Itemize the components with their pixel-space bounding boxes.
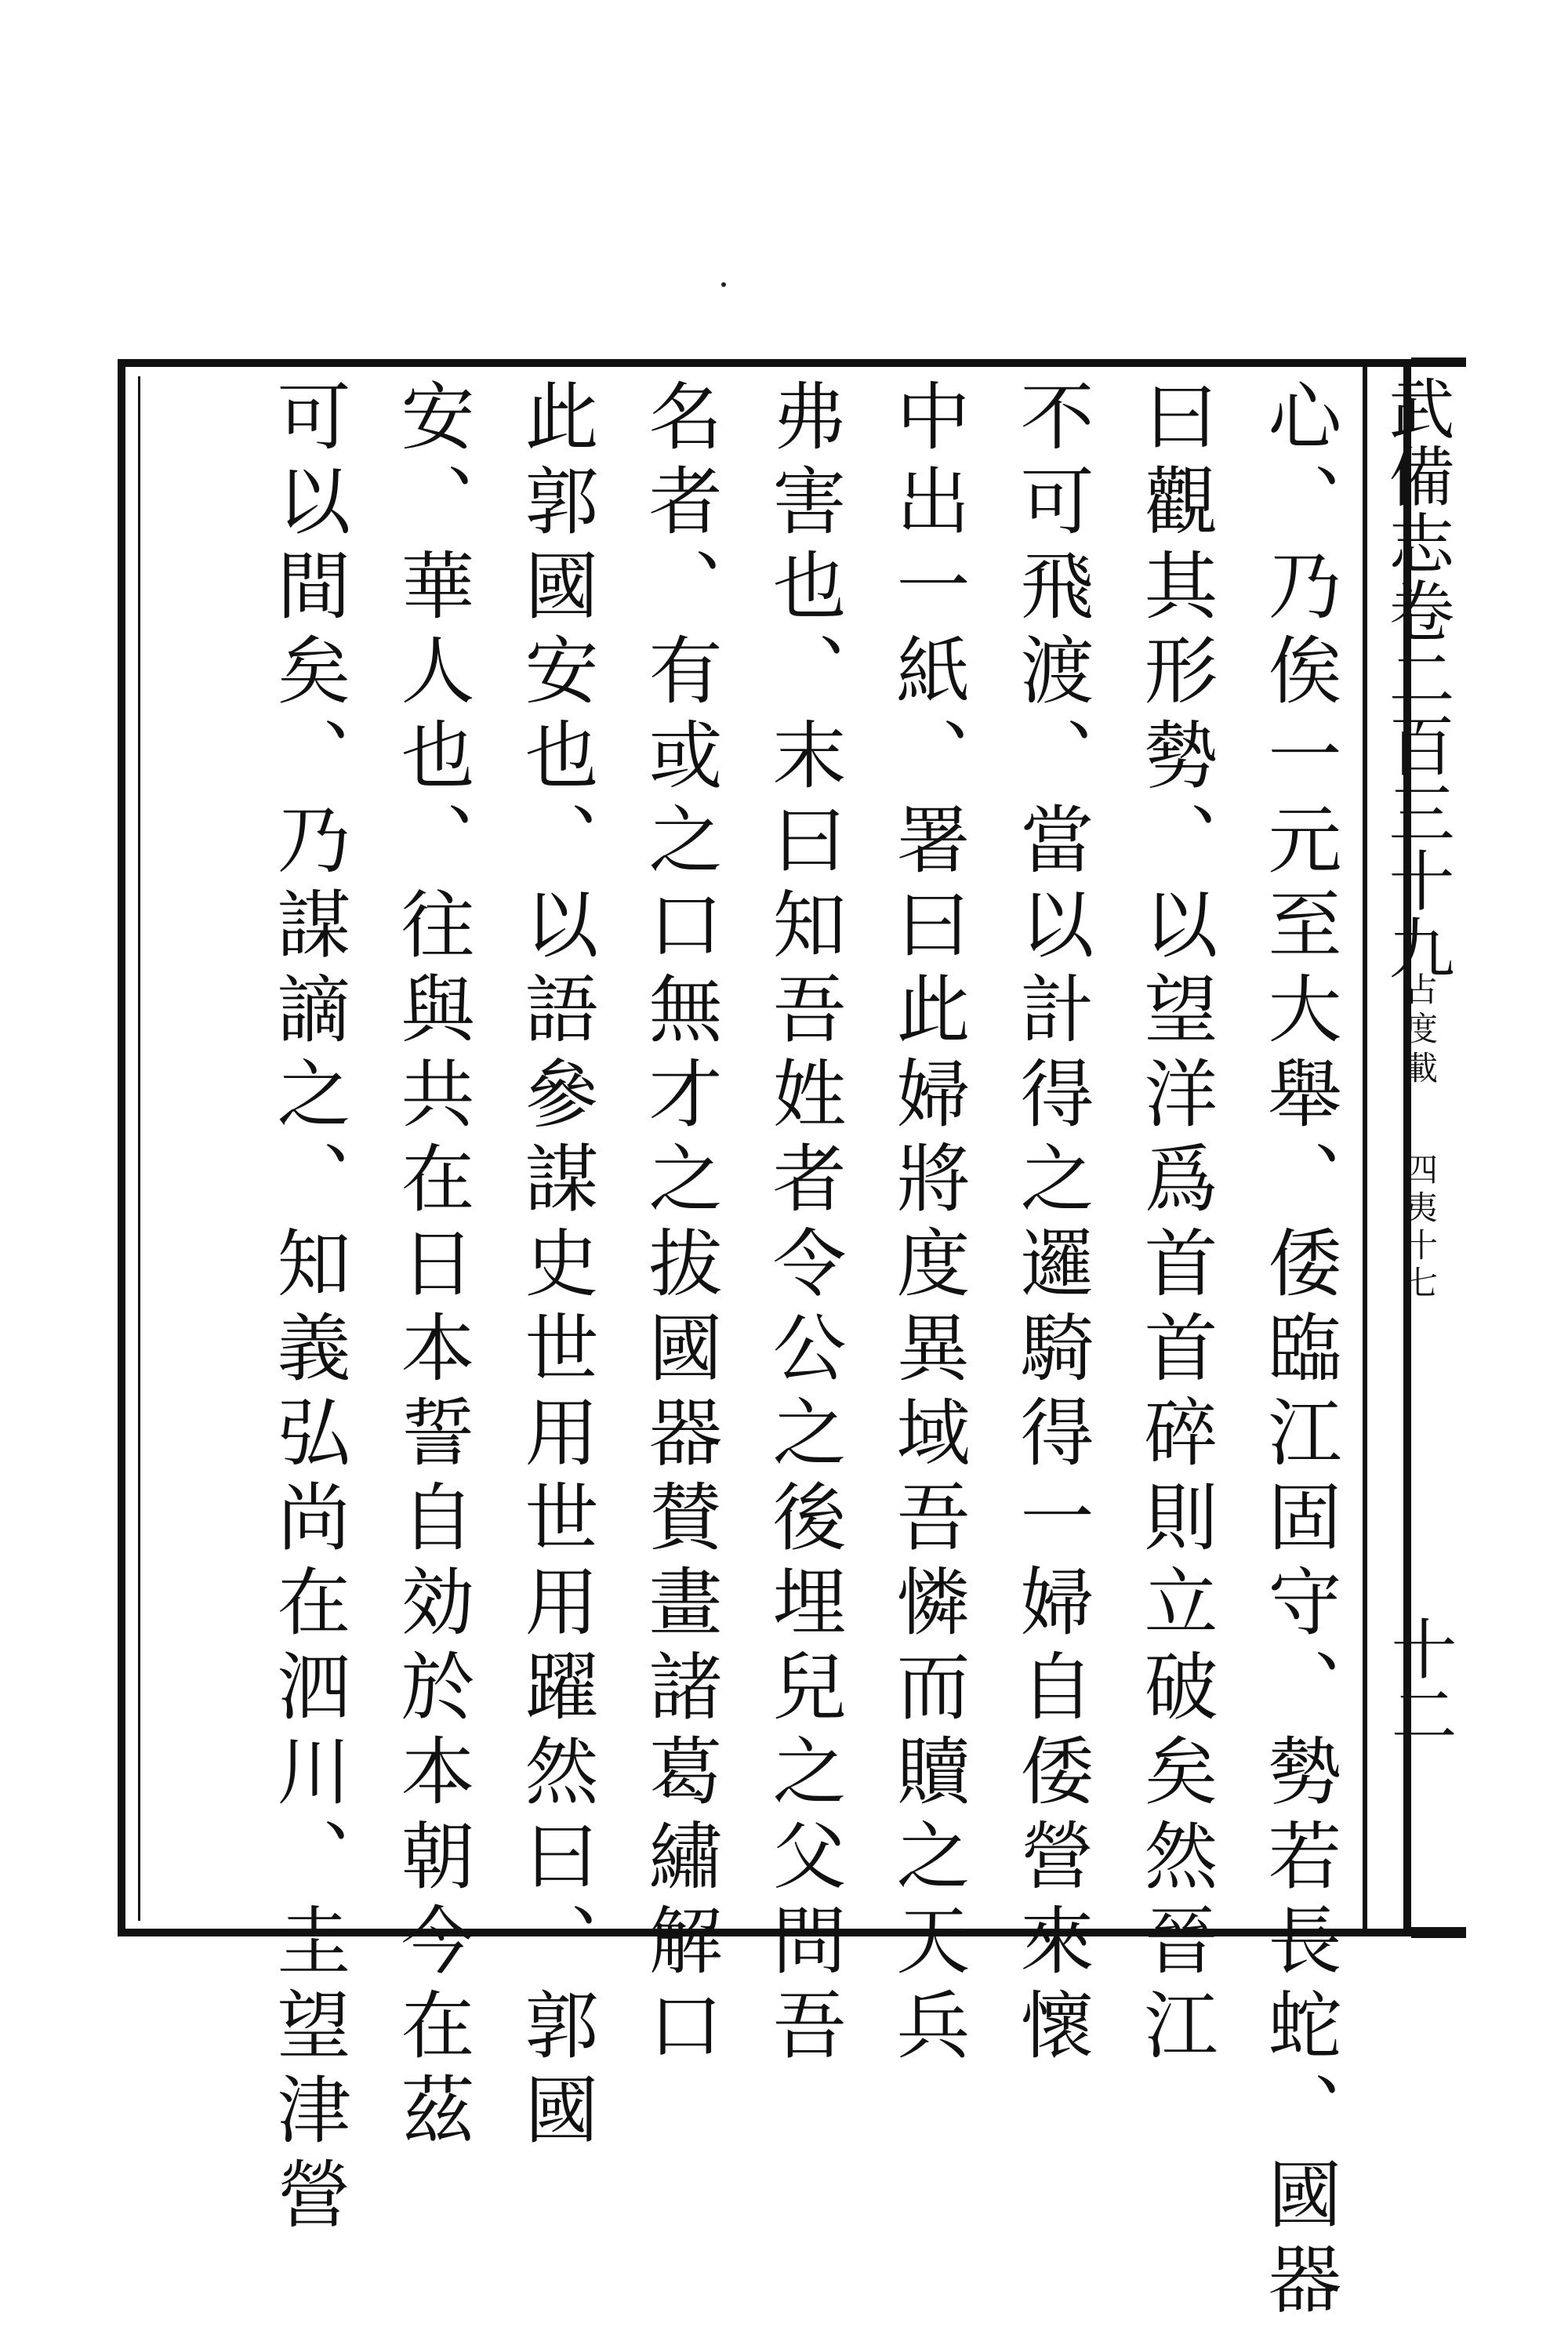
text-column-4: 中出一紙、署曰此婦將度異域吾憐而贖之天兵 — [884, 378, 969, 2071]
text-column-8: 安、華人也、往與共在日本誓自効於本朝今在茲 — [388, 378, 474, 2156]
text-column-9: 可以間矣、乃謀謫之、知義弘尚在泗川、圭望津營 — [264, 378, 350, 2241]
section-label: 占度載 — [1400, 972, 1439, 1090]
heading-strip-rule — [1363, 367, 1367, 1929]
book-title: 武備志卷二百三十九 — [1378, 375, 1455, 982]
subsection-label: 四夷十七 — [1400, 1152, 1439, 1303]
text-column-5: 弗害也、末曰知吾姓者令公之後埋兒之父問吾 — [760, 378, 845, 2071]
text-column-3: 不可飛渡、當以計得之邏騎得一婦自倭營來懷 — [1007, 378, 1093, 2071]
text-column-2: 曰觀其形勢、以望洋爲首首碎則立破矣然晉江 — [1131, 378, 1217, 2071]
page-number: 十二 — [1381, 1615, 1457, 1747]
text-column-7: 此郭國安也、以語參謀史世用世用躍然曰、郭國 — [512, 378, 597, 2156]
scan-speck — [721, 282, 726, 287]
text-column-1: 心、乃俟一元至大舉、倭臨江固守、勢若長蛇、國器 — [1255, 378, 1341, 2325]
text-column-6: 名者、有或之口無才之拔國器賛畫諸葛繡解口 — [636, 378, 721, 2071]
